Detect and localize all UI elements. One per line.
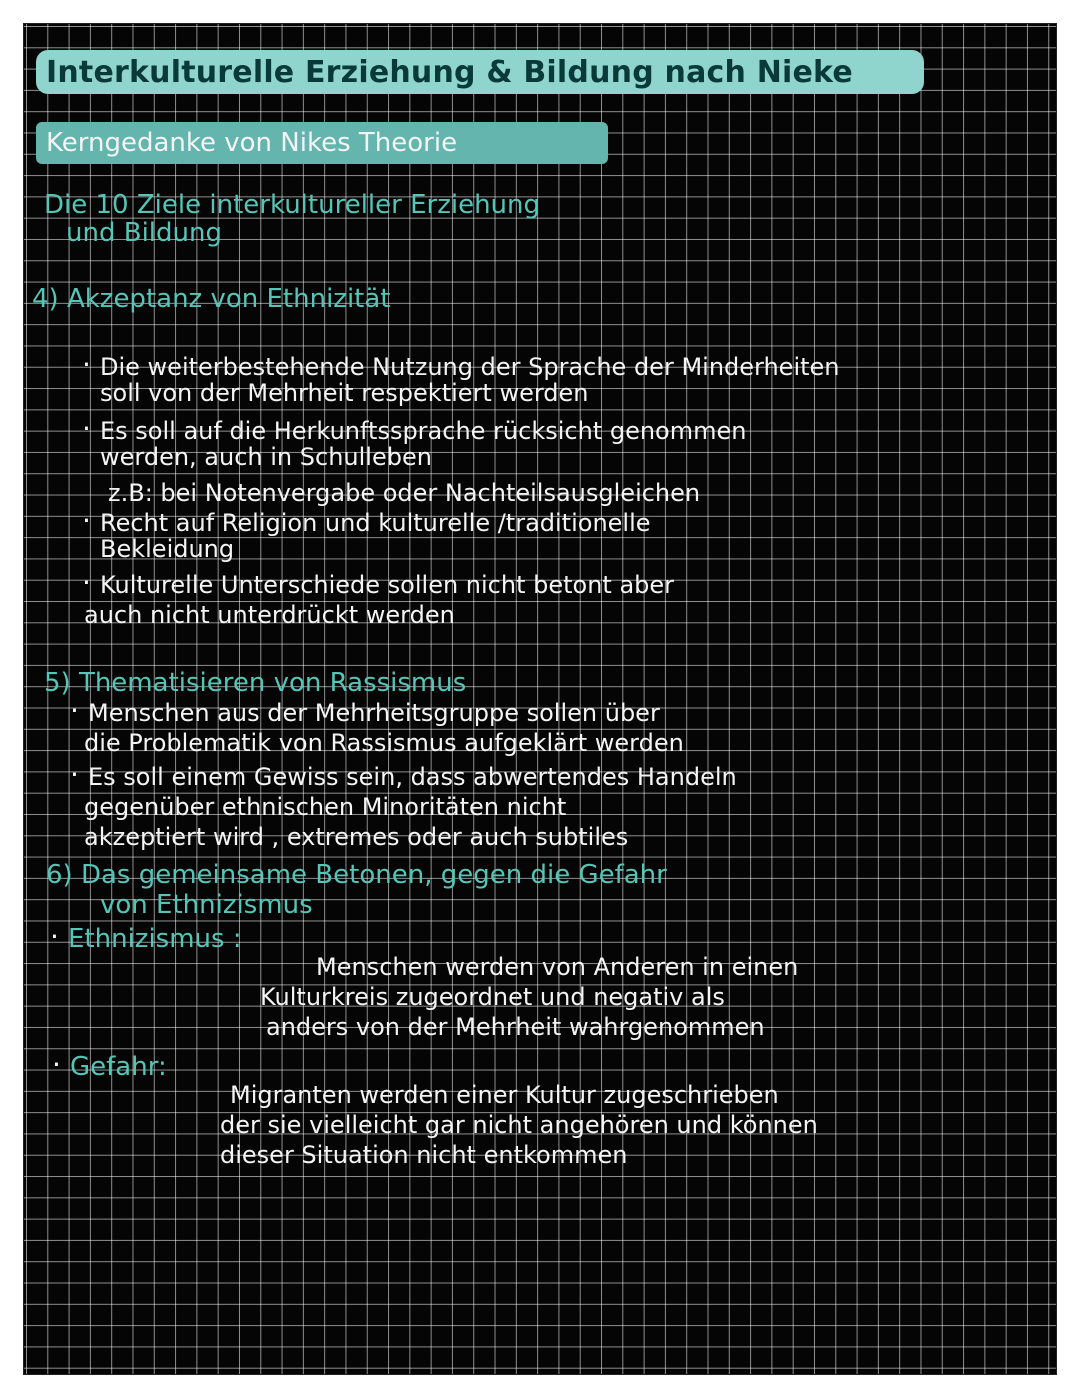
def-ethnizismus-line-2: Kulturkreis zugeordnet und negativ als [260,983,725,1011]
s5-bullet-1-line-1: · Menschen aus der Mehrheitsgruppe sollen über [88,700,660,726]
def-ethnizismus-line-1: Menschen werden von Anderen in einen [316,953,799,981]
intro-line-2: und Bildung [66,218,222,248]
s4-bullet-2-line-1: · Es soll auf die Herkunftssprache rücksicht genommen [100,418,746,444]
intro-line-1: Die 10 Ziele interkultureller Erziehung [44,190,541,220]
s4-bullet-3-line-1: · Recht auf Religion und kulturelle /traditionelle [100,510,651,536]
section-6-heading-line-2: von Ethnizismus [100,890,313,920]
section-subtitle: Kerngedanke von Nikes Theorie [36,122,608,164]
s5-bullet-2-line-2: gegenüber ethnischen Minoritäten nicht [84,793,567,821]
s4-bullet-4-line-1: · Kulturelle Unterschiede sollen nicht betont aber [100,572,674,598]
def-gefahr-line-1: Migranten werden einer Kultur zugeschrieben [230,1081,779,1109]
s5-bullet-1-line-2: die Problematik von Rassismus aufgeklärt werden [84,729,684,757]
s4-bullet-2-line-2: werden, auch in Schulleben [100,443,432,471]
section-6-heading-line-1: 6) Das gemeinsame Betonen, gegen die Gefahr [46,860,667,890]
s4-bullet-1-line-1: · Die weiterbestehende Nutzung der Sprache der Minderheiten [100,354,840,380]
s5-bullet-2-line-1: · Es soll einem Gewiss sein, dass abwertendes Handeln [88,764,737,790]
term-ethnizismus: · Ethnizismus : [68,926,242,952]
s4-bullet-2-line-3: z.B: bei Notenvergabe oder Nachteilsausgleichen [108,479,701,507]
def-gefahr-line-3: dieser Situation nicht entkommen [220,1141,628,1169]
s4-bullet-4-line-2: auch nicht unterdrückt werden [84,601,455,629]
def-ethnizismus-line-3: anders von der Mehrheit wahrgenommen [266,1013,765,1041]
def-gefahr-line-2: der sie vielleicht gar nicht angehören und können [220,1111,818,1139]
s4-bullet-3-line-2: Bekleidung [100,535,235,563]
s5-bullet-2-line-3: akzeptiert wird , extremes oder auch subtiles [84,823,629,851]
term-gefahr: · Gefahr: [70,1054,167,1080]
section-4-heading: 4) Akzeptanz von Ethnizität [32,284,391,314]
section-5-heading: 5) Thematisieren von Rassismus [44,668,467,698]
s4-bullet-1-line-2: soll von der Mehrheit respektiert werden [100,379,589,407]
note-page [24,24,1056,1374]
page-title: Interkulturelle Erziehung & Bildung nach Nieke [36,50,924,94]
